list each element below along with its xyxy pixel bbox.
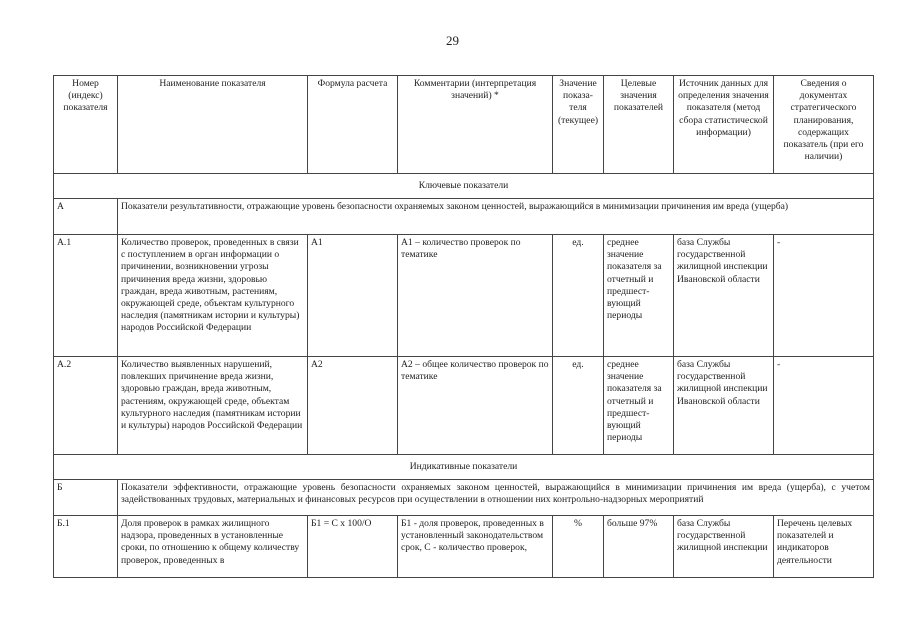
header-cell: Значение показа-теля (текущее) [553,76,604,174]
row-formula: А2 [308,357,398,455]
group-text: Показатели эффективности, отражающие уровень безопасности охраняемых законом ценностей, выражающийся в минимизации причинения им вреда (ущерба), с учетом задействованных трудовых, материальных и финансовых ресурсов при осуществлении в отношении них контрольно-надзорных мероприятий [118,480,874,516]
group-row [54,480,874,516]
row-comment: Б1 - доля проверок, проведенных в установленный законодательством срок, С - количество проверок, [398,516,553,578]
row-target: среднее значение показателя за отчетный и предшест-вующий периоды [604,357,674,455]
row-name: Количество проверок, проведенных в связи с поступлением в орган информации о причинении, возникновении угрозы причинения вреда жизни, здоровью граждан, вреда животным, растениям, окружающей среде, объектам культурного наследия (памятникам истории и культуры) народов Российской Федерации [118,235,308,357]
section-key-indicators: Ключевые показатели [54,174,874,199]
group-id: Б [54,480,118,516]
page-number: 29 [446,33,459,48]
header-cell: Номер (индекс) показателя [54,76,118,174]
row-id: Б.1 [54,516,118,578]
group-id: А [54,199,118,235]
row-docs: - [774,357,874,455]
table-header-row [54,76,874,174]
row-formula: А1 [308,235,398,357]
row-value: % [553,516,604,578]
row-source: база Службы государственной жилищной инспекции [674,516,774,578]
header-cell: Комментарии (интерпретация значений) * [398,76,553,174]
header-cell: Сведения о документах стратегического планирования, содержащих показатель (при его наличии) [774,76,874,174]
row-target: больше 97% [604,516,674,578]
row-target: среднее значение показателя за отчетный и предшест-вующий периоды [604,235,674,357]
table-row [54,516,874,578]
row-docs: Перечень целевых показателей и индикаторов деятельности [774,516,874,578]
header-cell: Наименование показателя [118,76,308,174]
row-name: Доля проверок в рамках жилищного надзора, проведенных в установленные сроки, по отношению к общему количеству проверок, проведенных в [118,516,308,578]
row-source: база Службы государственной жилищной инспекции Ивановской области [674,357,774,455]
table-row [54,235,874,357]
row-value: ед. [553,235,604,357]
row-id: А.1 [54,235,118,357]
header-cell: Источник данных для определения значения показателя (метод сбора статистической информации) [674,76,774,174]
row-formula: Б1 = С х 100/О [308,516,398,578]
indicators-table [53,75,874,578]
header-cell: Целевые значения показателей [604,76,674,174]
group-row [54,199,874,235]
row-docs: - [774,235,874,357]
row-source: база Службы государственной жилищной инспекции Ивановской области [674,235,774,357]
header-cell: Формула расчета [308,76,398,174]
row-comment: А2 – общее количество проверок по тематике [398,357,553,455]
row-id: А.2 [54,357,118,455]
row-comment: А1 – количество проверок по тематике [398,235,553,357]
group-text: Показатели результативности, отражающие уровень безопасности охраняемых законом ценностей, выражающийся в минимизации причинения им вреда (ущерба) [118,199,874,235]
section-indicative-indicators: Индикативные показатели [54,455,874,480]
table-row [54,357,874,455]
row-name: Количество выявленных нарушений, повлекших причинение вреда жизни, здоровью граждан, вреда животным, растениям, окружающей среде, объектам культурного наследия (памятникам истории и культуры) народов Российской Федерации [118,357,308,455]
row-value: ед. [553,357,604,455]
